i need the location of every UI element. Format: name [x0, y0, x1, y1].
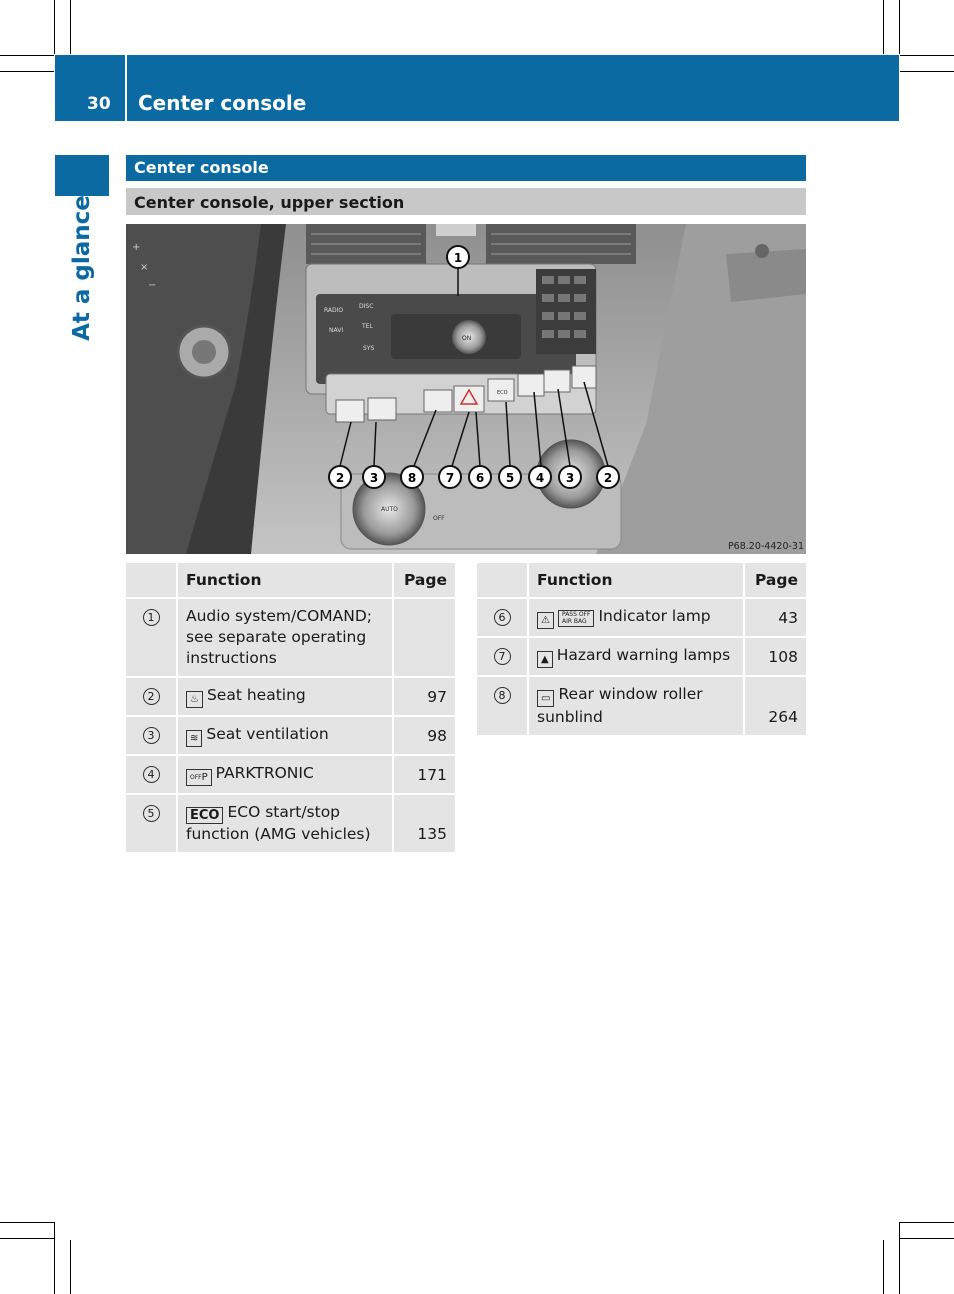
side-tab-label: At a glance [69, 195, 95, 341]
table-row [126, 755, 455, 794]
crop-mark [899, 0, 900, 54]
function-table-right [477, 563, 806, 735]
page-ref: 98 [393, 716, 455, 755]
crop-mark [0, 1222, 54, 1223]
callout-4: 4 [535, 471, 545, 485]
callout-3: 3 [369, 471, 379, 485]
function-text: Seat heating [206, 686, 306, 704]
function-table-left [126, 563, 455, 852]
table-row [477, 637, 806, 676]
table-header-row [126, 563, 455, 598]
page-ref [393, 598, 455, 677]
subsection-title: Center console, upper section [134, 193, 405, 212]
item-number: 6 [494, 609, 511, 626]
function-text: Seat ventilation [206, 725, 329, 743]
side-tab-marker [55, 155, 109, 196]
crop-mark [0, 71, 54, 72]
header-number [477, 563, 528, 598]
callout-2: 2 [335, 471, 345, 485]
eco-button-label: ECO [497, 390, 508, 396]
passenger-airbag-icon: ⚠ [537, 612, 554, 629]
crop-mark [54, 1222, 55, 1294]
item-number: 1 [143, 609, 160, 626]
item-number: 3 [143, 727, 160, 744]
page-ref: 97 [393, 677, 455, 716]
page-ref: 171 [393, 755, 455, 794]
radio-button-label: RADIO [324, 307, 344, 314]
seat-heating-icon: ♨ [186, 691, 203, 708]
section-heading [126, 155, 806, 181]
callout-8: 8 [407, 471, 417, 485]
function-text: ECO start/stop function (AMG vehicles) [186, 803, 371, 843]
seat-ventilation-icon: ≋ [186, 730, 202, 747]
parktronic-icon: $^{OFF}$P [186, 769, 212, 786]
crop-mark [0, 55, 54, 56]
callout-7: 7 [445, 471, 455, 485]
crop-mark [70, 1240, 71, 1294]
subsection-heading [126, 188, 806, 215]
callout-1: 1 [453, 251, 463, 265]
function-text: Indicator lamp [598, 607, 711, 625]
hazard-warning-icon: ▲ [537, 651, 553, 668]
callout-3: 3 [565, 471, 575, 485]
header-divider [125, 55, 127, 121]
table-header-row [477, 563, 806, 598]
page-title: Center console [138, 91, 307, 115]
item-number: 7 [494, 648, 511, 665]
center-console-photo [126, 224, 806, 554]
item-number: 2 [143, 688, 160, 705]
table-row [126, 794, 455, 852]
crop-mark [900, 1222, 954, 1223]
crop-mark [54, 0, 55, 54]
svg-text:−: − [148, 280, 157, 291]
header-number [126, 563, 177, 598]
function-text: Hazard warning lamps [556, 646, 731, 664]
function-text: Audio system/COMAND; see separate operating instructions [186, 607, 372, 667]
header-function: Function [177, 563, 393, 598]
callout-6: 6 [475, 471, 485, 485]
radio-button-label: NAVI [329, 327, 344, 334]
crop-mark [899, 1222, 900, 1294]
rear-sunblind-icon: ▭ [537, 690, 554, 707]
svg-text:+: + [132, 242, 141, 253]
crop-mark [0, 1238, 54, 1239]
callout-5: 5 [505, 471, 515, 485]
function-text: PARKTRONIC [215, 764, 314, 782]
item-number: 4 [143, 766, 160, 783]
figure-reference: P68.20-4420-31 [727, 541, 804, 552]
header-function: Function [528, 563, 744, 598]
item-number: 5 [143, 805, 160, 822]
item-number: 8 [494, 687, 511, 704]
page-ref: 264 [744, 676, 806, 735]
airbag-off-icon: PASS OFF AIR BAG [558, 610, 595, 627]
crop-mark [70, 0, 71, 54]
radio-button-label: DISC [359, 303, 374, 310]
section-title: Center console [134, 158, 269, 177]
radio-button-label: SYS [363, 345, 375, 352]
radio-button-label: TEL [362, 323, 373, 330]
crop-mark [883, 0, 884, 54]
table-row [126, 598, 455, 677]
crop-mark [900, 71, 954, 72]
table-row [126, 677, 455, 716]
climate-button-label: OFF [433, 515, 445, 522]
page-ref: 135 [393, 794, 455, 852]
radio-button-label: ON [462, 335, 472, 342]
climate-button-label: AUTO [381, 506, 398, 513]
crop-mark [883, 1240, 884, 1294]
function-text: Rear window roller sunblind [537, 685, 703, 726]
header-page: Page [744, 563, 806, 598]
table-row [477, 676, 806, 735]
crop-mark [900, 55, 954, 56]
crop-mark [900, 1238, 954, 1239]
svg-text:×: × [140, 262, 149, 273]
table-row [477, 598, 806, 637]
eco-icon: ECO [186, 807, 223, 824]
table-row [126, 716, 455, 755]
header-page: Page [393, 563, 455, 598]
callout-2: 2 [603, 471, 613, 485]
page-number: 30 [87, 94, 111, 114]
page-ref: 108 [744, 637, 806, 676]
page-ref: 43 [744, 598, 806, 637]
